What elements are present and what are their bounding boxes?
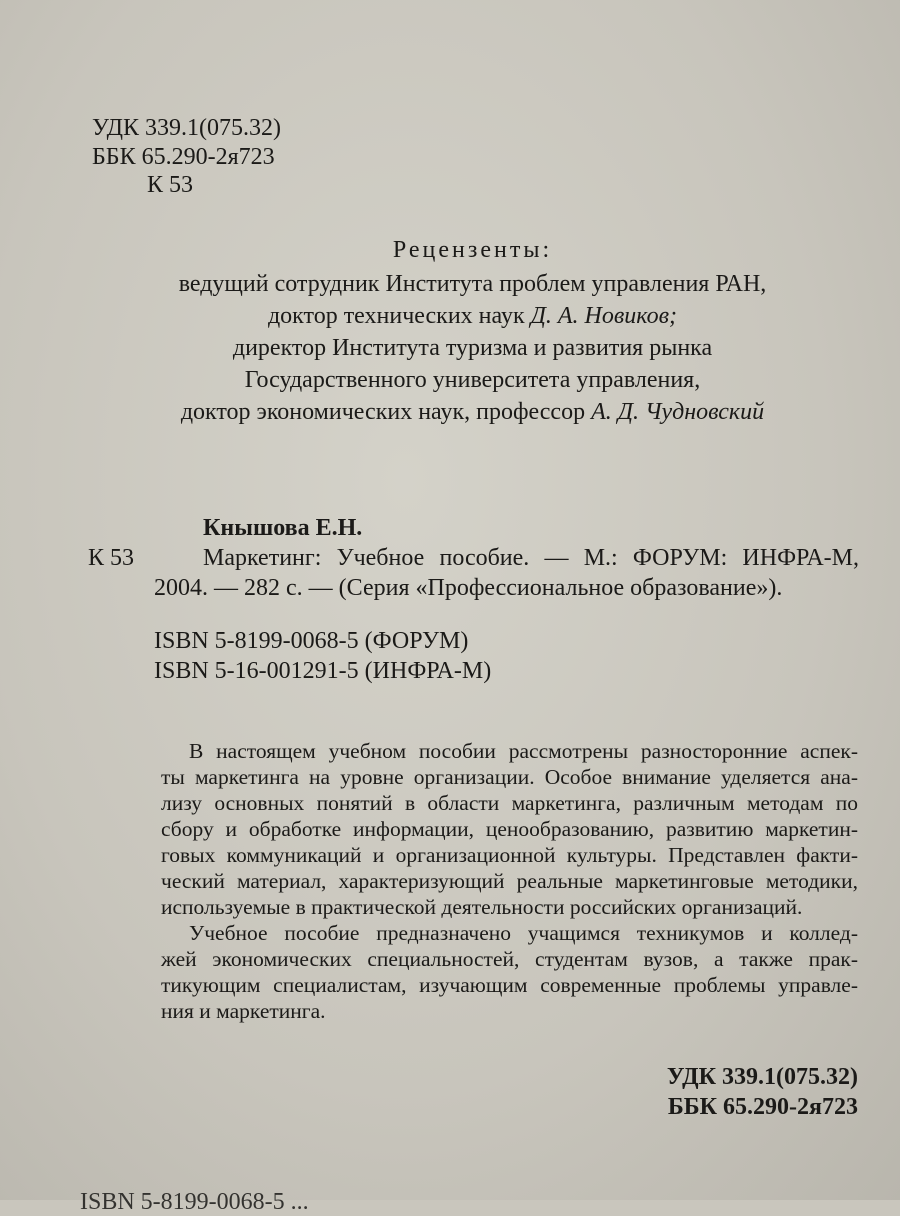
reviewer-line-4: Государственного университета управления, [244, 367, 701, 393]
annotation-line: используемые в практической деятельности российских организаций. [161, 895, 803, 919]
author-sign: К 53 [147, 172, 194, 198]
reviewers-block [0, 236, 900, 426]
annotation-line: ты маркетинга на уровне организации. Особое внимание уделяется ана- [161, 765, 858, 789]
annotation-line: ния и маркетинга. [161, 999, 326, 1023]
bottom-cut-text: ISBN 5-8199-0068-5 ... [80, 1189, 309, 1215]
footer-udk: УДК 339.1(075.32) [666, 1064, 858, 1090]
bib-line-1: Маркетинг: Учебное пособие. — М.: ФОРУМ: ИНФРА-М, [203, 545, 859, 571]
annotation-line: жей экономических специальностей, студентам вузов, а также прак- [161, 947, 858, 971]
annotation [161, 738, 858, 1024]
annotation-line: тикующим специалистам, изучающим современные проблемы управле- [161, 973, 858, 997]
bib-line-2: 2004. — 282 с. — (Серия «Профессиональное образование»). [154, 575, 783, 601]
annotation-line: ческий материал, характеризующий реальные маркетинговые методики, [161, 869, 858, 893]
reviewer-line-2 [0, 302, 900, 330]
udk-code: УДК 339.1(075.32) [92, 115, 281, 141]
annotation-line: сбору и обработке информации, ценообразованию, развитию маркетин- [161, 817, 858, 841]
reviewer-degree-2: доктор экономических наук, профессор [180, 399, 592, 425]
annotation-line: лизу основных понятий в области маркетинга, различным методам по [161, 791, 858, 815]
footer-bbk: ББК 65.290-2я723 [667, 1094, 858, 1120]
isbn-forum: ISBN 5-8199-0068-5 (ФОРУМ) [154, 628, 469, 654]
isbn-infra: ISBN 5-16-001291-5 (ИНФРА-М) [154, 658, 492, 684]
reviewer-name-2: А. Д. Чудновский [591, 399, 765, 425]
reviewer-line-5 [0, 398, 900, 426]
reviewer-name-1: Д. А. Новиков; [530, 303, 678, 329]
bbk-code: ББК 65.290-2я723 [92, 144, 275, 170]
annotation-line: говых коммуникаций и организационной культуры. Представлен факти- [161, 843, 858, 867]
reviewers-heading: Рецензенты: [392, 237, 553, 263]
book-author: Кнышова Е.Н. [203, 515, 363, 541]
annotation-line: В настоящем учебном пособии рассмотрены разносторонние аспек- [189, 739, 858, 763]
reviewer-line-1: ведущий сотрудник Института проблем управления РАН, [178, 271, 767, 297]
reviewer-line-3: директор Института туризма и развития рынка [232, 335, 713, 361]
reviewer-degree-1: доктор технических наук [267, 303, 531, 329]
bib-sign: К 53 [88, 545, 135, 571]
annotation-line: Учебное пособие предназначено учащимся техникумов и коллед- [189, 921, 858, 945]
